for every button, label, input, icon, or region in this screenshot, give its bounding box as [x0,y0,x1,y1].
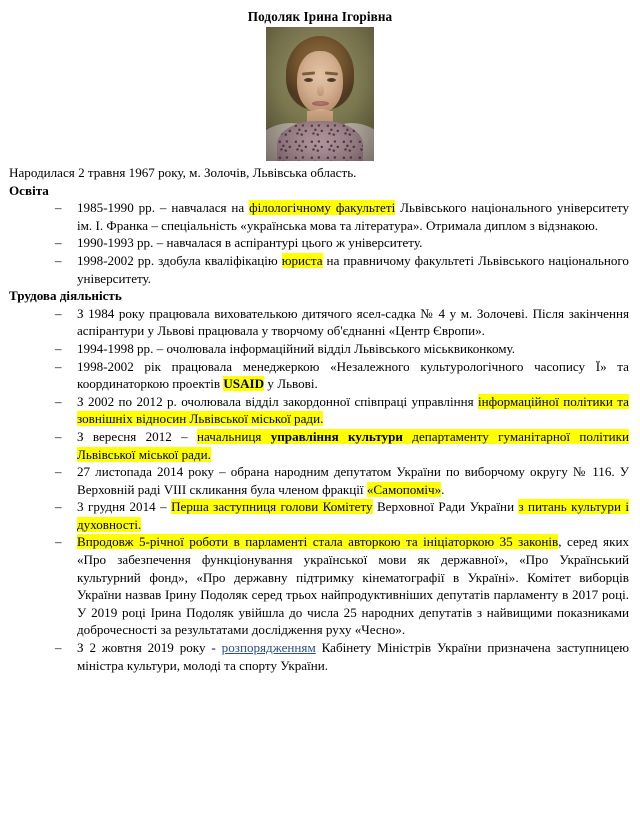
text-segment: 27 листопада 2014 року – обрана народним депутатом України по виборчому округу № 116. У Верховній раді VIII скликання була членом фракції [77,464,629,497]
text-segment: З 1984 року працювала вихователькою дитячого ясел-садка № 4 у м. Золочеві. Після закінчення аспірантури у Львові працювала у творчому об'єднанні «Центр Європи». [77,305,629,339]
text-segment: 1990-1993 рр. – навчалася в аспірантурі цього ж університету. [77,235,423,251]
text-segment: 1998-2002 рік працювала менеджеркою «Незалежного культурологічного часопису Ї» та координаторкою проектів [77,358,629,392]
text-segment: 1998-2002 рр. здобула кваліфікацію [77,252,282,268]
bullet-dash-icon: – [55,499,62,515]
bullet-dash-icon: – [55,428,62,444]
list-item-work-1994-1998 [9,340,631,358]
text-segment: у Львові. [264,376,318,392]
list-item-education-1998-2002 [9,252,631,287]
highlight-span: Впродовж 5-річної роботи в парламенті стала авторкою та ініціаторкою 35 законів [77,534,559,550]
list-item-work-1998-2002 [9,358,631,393]
highlight-span: «Самопоміч» [366,481,442,497]
list-item-education-1990-1993 [9,234,631,252]
bullet-dash-icon: – [55,305,62,321]
highlight-span: начальниця [197,428,271,444]
list-item-work-2014-deputy-chair [9,498,631,533]
page-title: Подоляк Ірина Ігорівна [247,9,393,24]
section-heading-education: Освіта [9,182,49,198]
text-segment: на правничому факультеті Львівського національного університету. [77,252,629,286]
highlight-span: департаменту гуманітарної політики Львівської міської ради. [77,428,629,462]
highlight-span: філологічному факультеті [249,200,396,216]
bullet-dash-icon: – [55,358,62,374]
text-segment: З вересня 2012 – [77,428,198,444]
highlight-span: інформаційної політики та зовнішніх відносин Львівської міської ради. [77,393,629,427]
text-segment: З 2002 по 2012 р. очолювала відділ закордонної співпраці управління [77,393,478,409]
text-segment: . [441,481,445,497]
bullet-dash-icon: – [55,640,62,656]
list-item-work-2012 [9,428,631,463]
bullet-dash-icon: – [55,340,62,356]
list-item-work-2014-mp [9,463,631,498]
highlight-span: з питань культури і духовності. [77,499,629,532]
highlight-span-bold: управління культури [270,428,403,444]
text-segment: Верховної Ради України [372,499,519,515]
bullet-dash-icon: – [55,464,62,480]
text-segment: 3 грудня 2014 – [77,499,172,515]
list-item-work-2002-2012 [9,393,631,428]
bullet-dash-icon: – [55,235,62,251]
decree-link[interactable]: розпорядженням [221,640,316,656]
highlight-span: юриста [281,252,323,268]
bullet-dash-icon: – [55,534,62,550]
birth-info-line: Народилася 2 травня 1967 року, м. Золочів, Львівська область. [9,165,357,180]
list-item-education-1985-1990 [9,199,631,234]
bullet-dash-icon: – [55,393,62,409]
bullet-dash-icon: – [55,252,62,268]
text-segment: Кабінету Міністрів України призначена заступницею міністра культури, молоді та спорту України. [77,640,629,673]
work-list [9,305,631,674]
highlight-span-usaid: USAID [223,376,265,392]
portrait-vignette [266,27,374,161]
list-item-work-2019-minister [9,639,631,674]
portrait-container [9,27,631,161]
list-item-work-parliament-laws [9,533,631,639]
text-segment: , серед яких «Про забезпечення функціонування української мови як державної», «Про Український культурний фонд», «Про державну підтримку кінематографії в Україні». Комітет виборців України назвав Ірину Подоляк серед трьох найпродуктивніших депутатів парламенту в 2017 році. У 2019 році Ірина Подоляк увійшла до числа 25 народних депутатів з найвищими показниками доброчесності за результатами дослідження руху «Чесно». [77,534,629,638]
education-list [9,199,631,287]
text-segment: Львівського національного університету ім. І. Франка – спеціальність «українська мова та література». Отримала диплом з відзнакою. [77,200,630,233]
portrait-photo [266,27,374,161]
highlight-span: Перша заступниця голови Комітету [171,499,373,515]
list-item-work-1984 [9,305,631,340]
text-segment: З 2 жовтня 2019 року - [77,640,222,656]
text-segment: 1994-1998 рр. – очолювала інформаційний відділ Львівського міськвиконкому. [77,340,516,356]
bullet-dash-icon: – [55,200,62,216]
text-segment: 1985-1990 рр. – навчалася на [77,200,250,216]
section-heading-work: Трудова діяльність [9,288,122,304]
